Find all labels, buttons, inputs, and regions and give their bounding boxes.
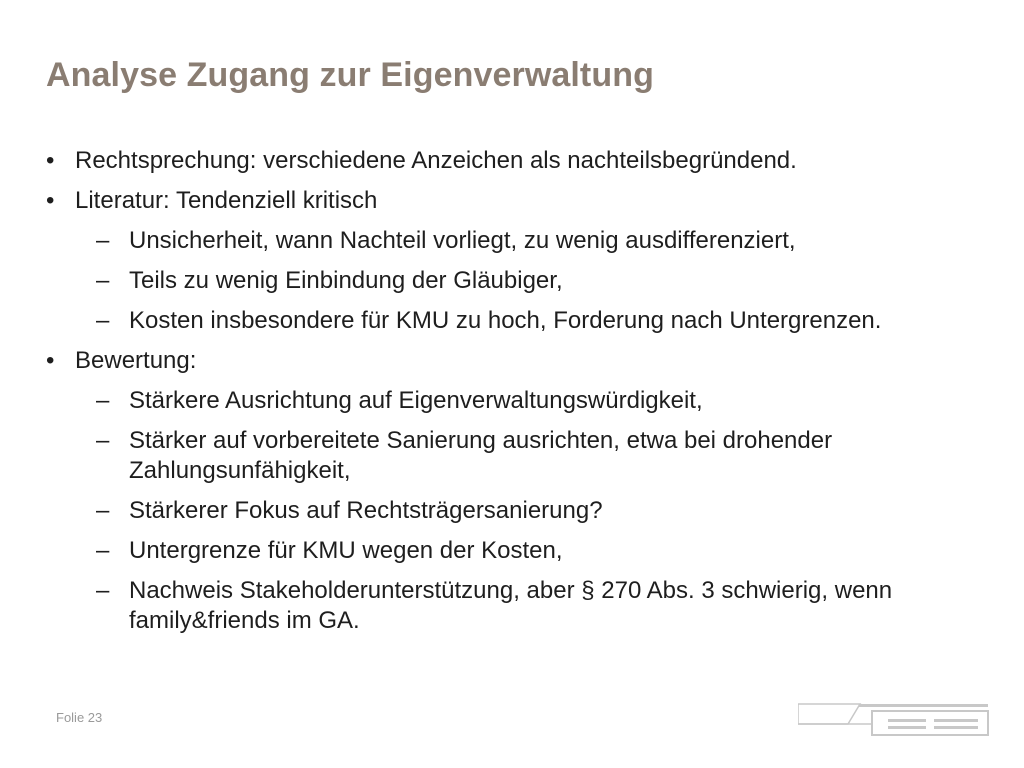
dash-marker: – xyxy=(96,307,110,334)
dash-marker: – xyxy=(96,387,110,414)
bullet-marker: • xyxy=(46,187,55,214)
list-item-text: Literatur: Tendenziell kritisch xyxy=(75,187,378,214)
list-item-text: Kosten insbesondere für KMU zu hoch, Forderung nach Untergrenzen. xyxy=(129,307,882,334)
list-item xyxy=(46,386,996,416)
list-item xyxy=(46,146,996,176)
dash-marker: – xyxy=(96,577,110,604)
list-item xyxy=(46,496,996,526)
decorative-lines-logo-icon xyxy=(798,699,990,739)
dash-marker: – xyxy=(96,227,110,254)
dash-marker: – xyxy=(96,537,110,564)
list-item-text: Stärkere Ausrichtung auf Eigenverwaltungswürdigkeit, xyxy=(129,387,703,414)
slide-number: Folie 23 xyxy=(56,710,103,725)
list-item-text: Stärker auf vorbereitete Sanierung ausrichten, etwa bei drohender Zahlungsunfähigkeit, xyxy=(129,427,833,484)
bullet-list xyxy=(46,146,996,646)
slide-title: Analyse Zugang zur Eigenverwaltung xyxy=(46,56,654,94)
bullet-marker: • xyxy=(46,147,55,174)
list-item-text: Untergrenze für KMU wegen der Kosten, xyxy=(129,537,563,564)
list-item xyxy=(46,536,996,566)
dash-marker: – xyxy=(96,497,110,524)
list-item xyxy=(46,186,996,216)
bullet-marker: • xyxy=(46,347,55,374)
list-item-text: Teils zu wenig Einbindung der Gläubiger, xyxy=(129,267,563,294)
list-item-text: Stärkerer Fokus auf Rechtsträgersanierung? xyxy=(129,497,603,524)
list-item xyxy=(46,306,996,336)
list-item xyxy=(46,226,996,256)
list-item-text: Bewertung: xyxy=(75,347,197,374)
list-item xyxy=(46,576,996,636)
dash-marker: – xyxy=(96,427,110,454)
list-item xyxy=(46,266,996,296)
list-item xyxy=(46,346,996,376)
list-item xyxy=(46,426,996,486)
dash-marker: – xyxy=(96,267,110,294)
list-item-text: Unsicherheit, wann Nachteil vorliegt, zu wenig ausdifferenziert, xyxy=(129,227,796,254)
list-item-text: Nachweis Stakeholderunterstützung, aber § 270 Abs. 3 schwierig, wenn family&friends im GA. xyxy=(129,577,893,634)
list-item-text: Rechtsprechung: verschiedene Anzeichen als nachteilsbegründend. xyxy=(75,147,797,174)
